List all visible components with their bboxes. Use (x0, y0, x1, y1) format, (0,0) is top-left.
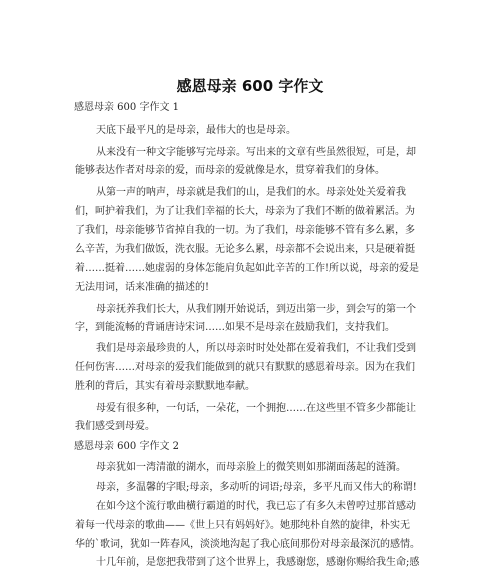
paragraph-line: 从来没有一种文字能够写完母亲。写出来的文章有些虽然很短，可是，却 (96, 147, 416, 158)
paragraph-line: 胜利的背后，其实有着母亲默默地奉献。 (75, 381, 255, 392)
paragraph-line: 从第一声的呐声，母亲就是我们的山，是我们的水。母亲处处关爱着我 (96, 187, 406, 198)
paragraph-line: 我们感受到母爱。 (75, 421, 155, 432)
paragraph-line: 母亲，多温馨的字眼;母亲，多动听的词语;母亲，多平凡而又伟大的称谓! (96, 482, 417, 493)
paragraph-line: 我们是母亲最珍贵的人，所以母亲时时处处都在爱着我们，不让我们受到 (96, 343, 416, 354)
paragraph-line: 在如今这个流行歌曲横行霸道的时代，我已忘了有多久未曾哼过那首感动 (96, 501, 416, 512)
paragraph-line: 华的`歌词，犹如一阵春风，淡淡地沟起了我心底间那份对母亲最深沉的感情。 (75, 539, 420, 550)
paragraph-line: 母爱有很多种，一句话，一朵花，一个拥抱……在这些里不管多少都能让 (96, 403, 416, 414)
paragraph-line: 着……挺着……她虚弱的身体怎能肩负起如此辛苦的工作!所以说，母亲的爱是 (75, 263, 420, 274)
paragraph-line: 母亲抚养我们长大，从我们刚开始说话，到迈出第一步，到会写的第一个 (96, 304, 416, 315)
paragraph-line: 么辛苦，为我们做饭，洗衣服。无论多么累，母亲都不会说出来，只是硬着挺 (75, 244, 415, 255)
paragraph-line: 们，呵护着我们，为了让我们幸福的长大，母亲为了我们不断的做着累活。为 (75, 206, 415, 217)
paragraph-line: 任何伤害……对母亲的爱我们能做到的就只有默默的感恩着母亲。因为在我们 (75, 362, 415, 373)
paragraph-line: 着每一代母亲的歌曲——《世上只有妈妈好》。她那纯朴自然的旋律，朴实无 (75, 520, 410, 531)
section-heading: 感恩母亲 600 字作文 1 (74, 102, 179, 113)
section-heading: 感恩母亲 600 字作文 2 (74, 441, 179, 452)
paragraph-line: 无法用词，话来准确的描述的! (75, 282, 210, 293)
paragraph-line: 十几年前，是您把我带到了这个世界上，我感谢您，感谢你赐给我生命;感 (96, 557, 420, 568)
paragraph-line: 字，到能流畅的背诵唐诗宋词……如果不是母亲在鼓励我们，支持我们。 (75, 322, 395, 333)
document-title: 感恩母亲 600 字作文 (176, 77, 324, 95)
paragraph-line: 母亲犹如一湾清澈的湖水，而母亲脸上的微笑则如那湖面荡起的涟漪。 (96, 462, 406, 473)
paragraph-line: 能够表达作者对母亲的爱，而母亲的爱就像是水，贯穿着我们的身体。 (75, 165, 385, 176)
paragraph-line: 天底下最平凡的是母亲，最伟大的也是母亲。 (96, 125, 296, 136)
paragraph-line: 了我们，母亲能够节省掉自我的一切。为了我们，母亲能够不管有多么累，多 (75, 225, 415, 236)
